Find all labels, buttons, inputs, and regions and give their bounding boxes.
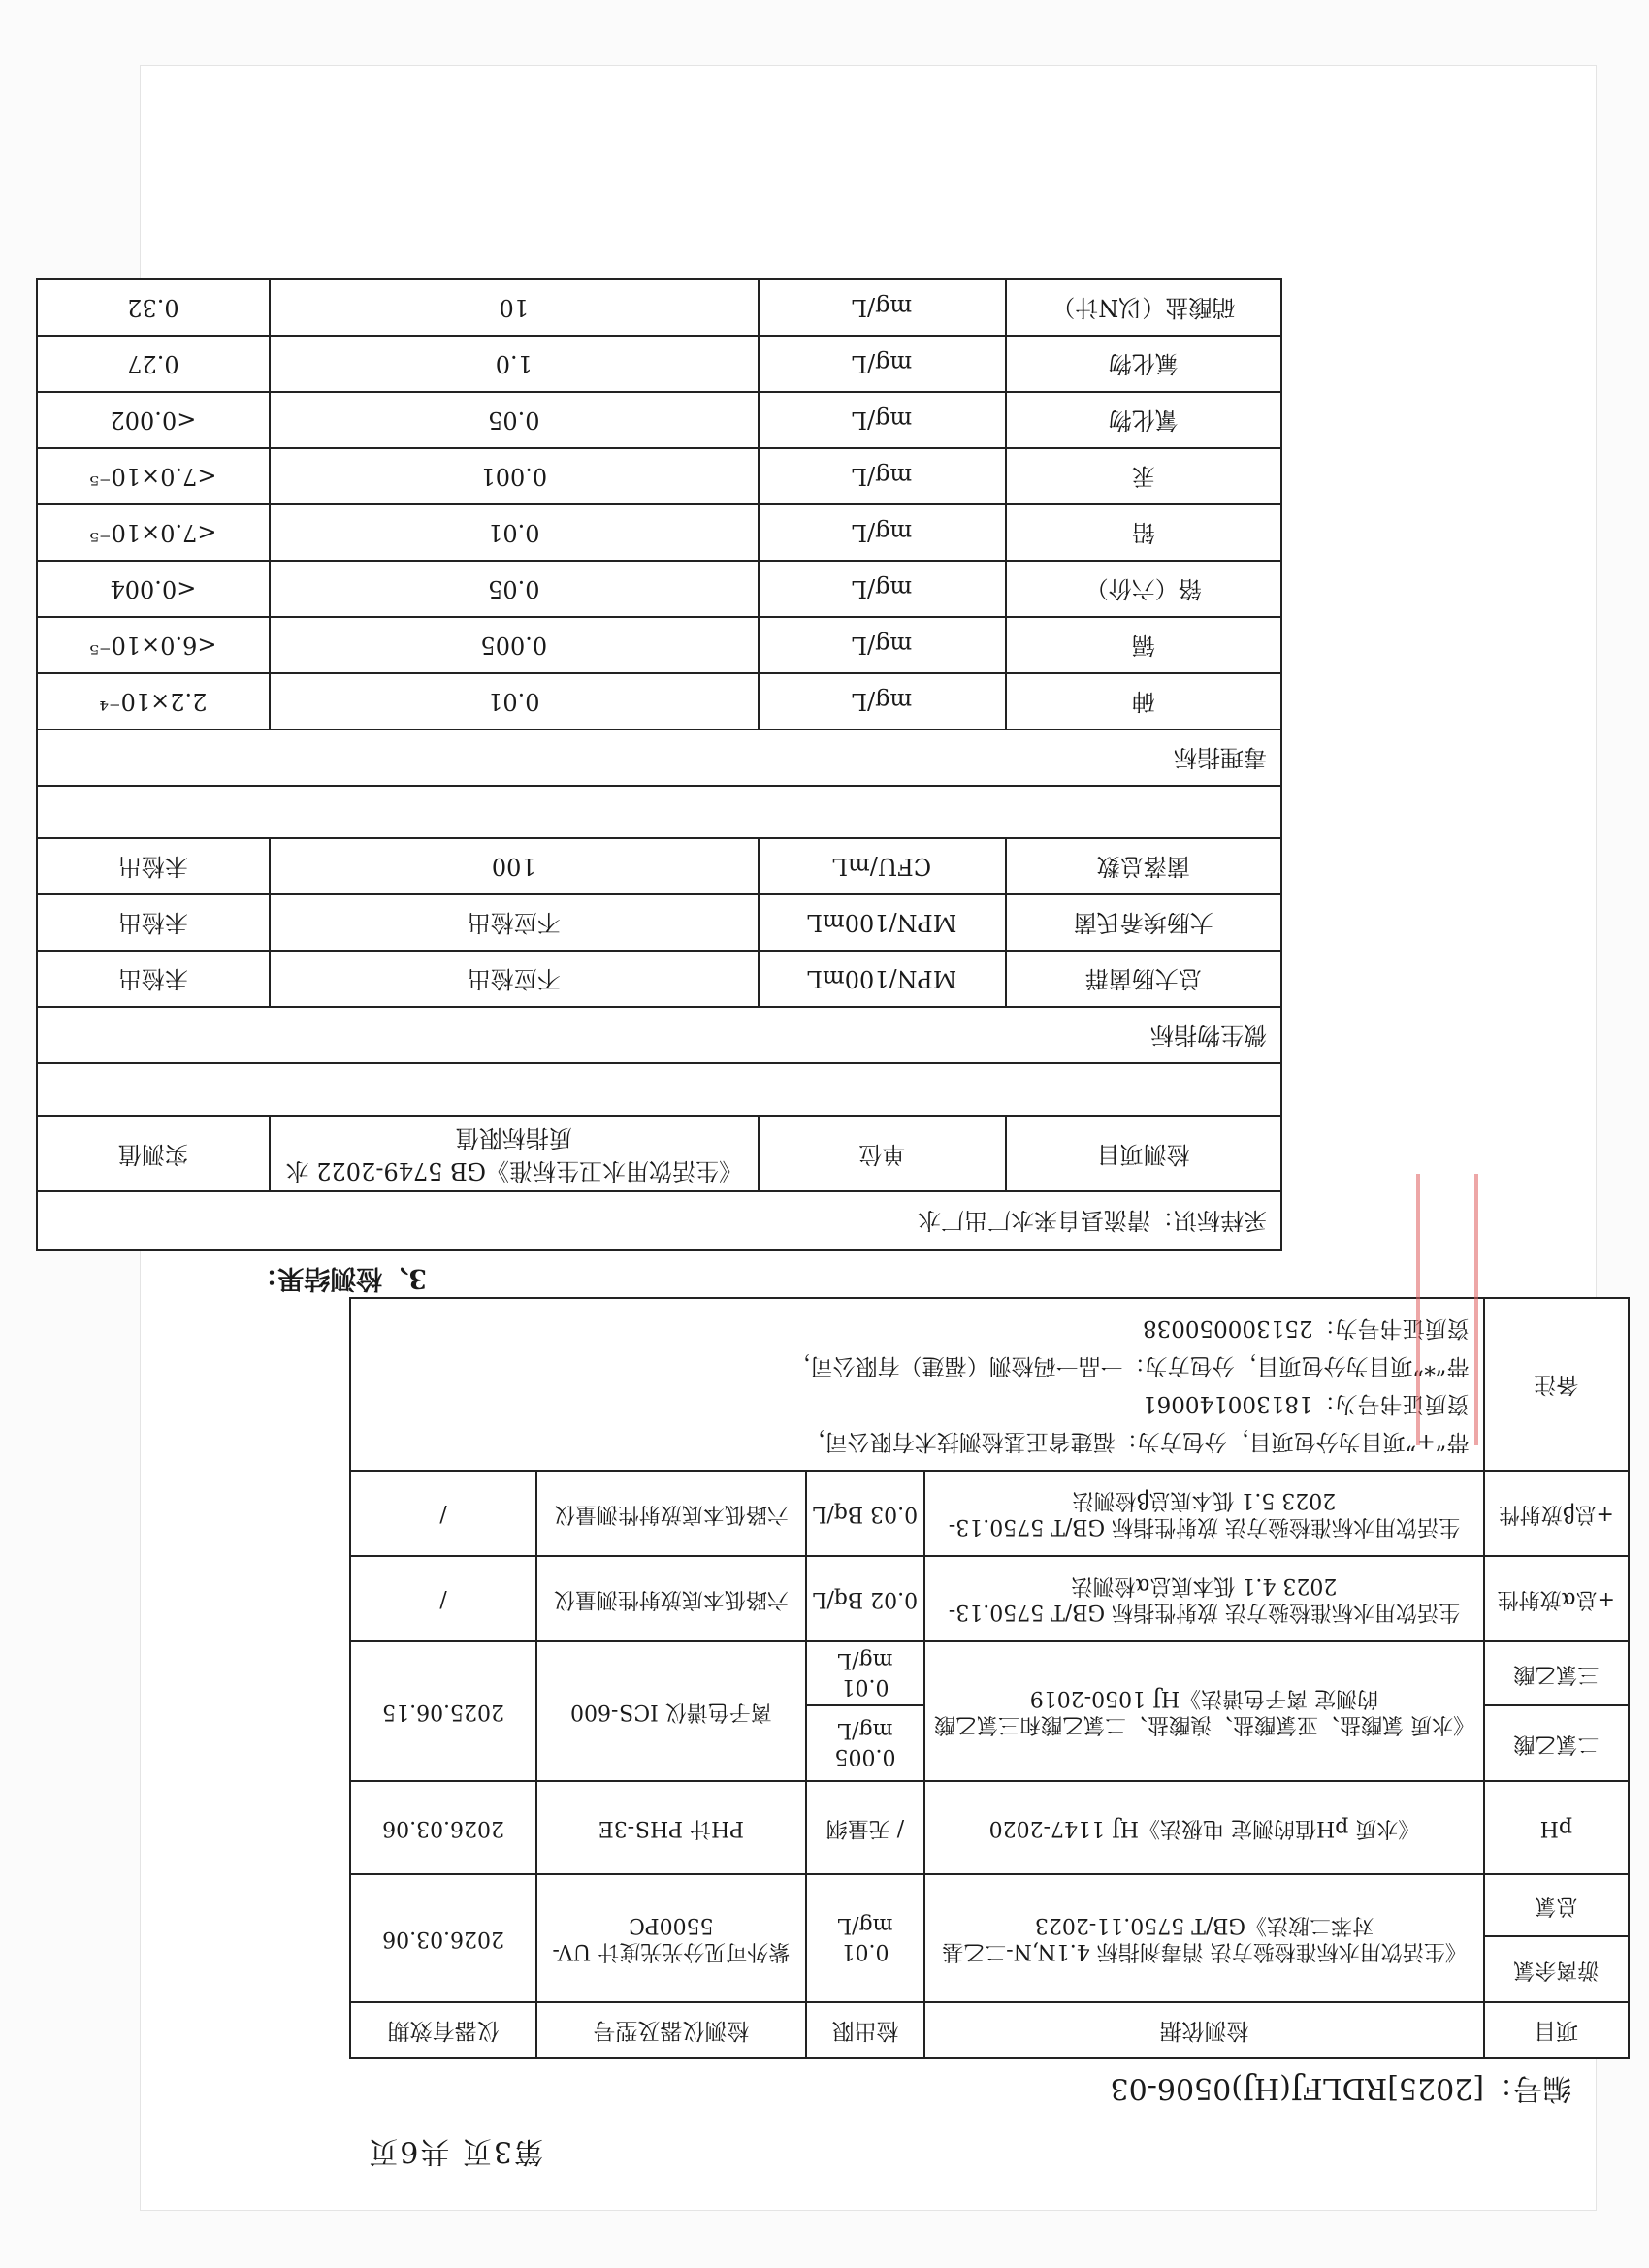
spacer-row [37, 1063, 1281, 1116]
table-row [37, 673, 1281, 729]
section-title: 3、检测结果： [251, 1263, 427, 1293]
category-label: 毒理指标 [37, 729, 1281, 786]
cell-valid: 2025.06.15 [350, 1641, 536, 1781]
table-row [350, 1781, 1629, 1874]
cell-limit: 不应检出 [270, 894, 759, 951]
remark-line: 带“+”项目为分包项目，分包方为：福建省正基检测技术有限公司， [802, 1429, 1470, 1454]
sample-location: 采样标识：清流县自来水厂出厂水 [37, 1191, 1281, 1250]
page-number: 第3页 共6页 [367, 2134, 543, 2168]
cell-basis: 《生活饮用水标准检验方法 消毒剂指标 4.1N,N-二乙基对苯二胺法》GB/T 5750.11-2023 [924, 1874, 1483, 2002]
cell-unit: mg/L [759, 504, 1006, 561]
cell-item: 铅 [1006, 504, 1281, 561]
cell-unit: mg/L [759, 279, 1006, 336]
cell-result: <6.0×10⁻⁵ [37, 617, 270, 673]
cell-valid: 2026.03.06 [350, 1781, 536, 1874]
cell-limit: 0.01 [270, 504, 759, 561]
cell-instrument: 紫外可见分光光度计 UV-5500PC [536, 1874, 805, 2002]
cell-item: 大肠埃希氏菌 [1006, 894, 1281, 951]
cell-result: <7.0×10⁻⁵ [37, 448, 270, 504]
remark-line: 资质证书号为：251300050038 [1142, 1314, 1470, 1341]
table-row [37, 617, 1281, 673]
cell-unit: mg/L [759, 617, 1006, 673]
cell-item: 硝酸盐（以N计） [1006, 279, 1281, 336]
header-unit: 单位 [759, 1116, 1006, 1191]
cell-valid: 2026.03.06 [350, 1874, 536, 2002]
cell-item: 砷 [1006, 673, 1281, 729]
header-limit: 检出限 [806, 2002, 925, 2058]
cell-limit: 0.02 Bq/L [806, 1556, 925, 1641]
category-label: 微生物指标 [37, 1007, 1281, 1063]
cell-basis: 生活饮用水标准检验方法 放射性指标 GB/T 5750.13-2023 5.1 低本底总β检测法 [924, 1471, 1483, 1556]
cell-limit: 不应检出 [270, 951, 759, 1007]
cell-limit: 0.01 [270, 673, 759, 729]
cell-item: 氟化物 [1006, 336, 1281, 392]
cell-limit: 0.01 mg/L [806, 1641, 925, 1705]
cell-limit: 0.05 [270, 392, 759, 448]
cell-item: pH [1484, 1781, 1629, 1874]
cell-result: <7.0×10⁻⁵ [37, 504, 270, 561]
cell-result: 未检出 [37, 894, 270, 951]
cell-limit: 0.01 mg/L [806, 1874, 925, 2002]
table-row [350, 1556, 1629, 1641]
cell-limit: 0.05 [270, 561, 759, 617]
table-row [37, 336, 1281, 392]
cell-unit: MPN/100mL [759, 951, 1006, 1007]
cell-item: 铬（六价） [1006, 561, 1281, 617]
table-row [37, 951, 1281, 1007]
results-table [36, 278, 1282, 1251]
cell-item: 氰化物 [1006, 392, 1281, 448]
cell-limit: 10 [270, 279, 759, 336]
cell-unit: mg/L [759, 392, 1006, 448]
header-limit: 《生活饮用水卫生标准》GB 5749-2022 水质指标限值 [270, 1116, 759, 1191]
cell-item: 游离余氯 [1484, 1936, 1629, 2002]
cell-item: 镉 [1006, 617, 1281, 673]
spacer-cell [37, 1063, 1281, 1116]
table-row [350, 1471, 1629, 1556]
red-stamp-mark [1416, 1174, 1478, 1445]
header-result: 实测值 [37, 1116, 270, 1191]
remark-content [350, 1298, 1484, 1471]
report-number: 编号：[2025]RDLFJ(HJ)0506-03 [1110, 2071, 1571, 2105]
cell-limit: / 无量纲 [806, 1781, 925, 1874]
spacer-row [37, 786, 1281, 838]
cell-limit: 100 [270, 838, 759, 894]
cell-item: 二氯乙酸 [1484, 1705, 1629, 1781]
cell-instrument: 六路低本底放射性测量仪 [536, 1556, 805, 1641]
sample-location-row [37, 1191, 1281, 1250]
category-row [37, 1007, 1281, 1063]
cell-limit: 0.005 [270, 617, 759, 673]
cell-unit: mg/L [759, 561, 1006, 617]
table-row [37, 448, 1281, 504]
remark-line: 带“*”项目为分包项目，分包方为：一品一码检测（福建）有限公司， [788, 1352, 1470, 1378]
method-table-header [350, 2002, 1629, 2058]
cell-limit: 0.001 [270, 448, 759, 504]
cell-basis: 生活饮用水标准检验方法 放射性指标 GB/T 5750.13-2023 4.1 低本底总α检测法 [924, 1556, 1483, 1641]
category-row [37, 729, 1281, 786]
cell-result: 未检出 [37, 838, 270, 894]
cell-limit: 1.0 [270, 336, 759, 392]
results-header [37, 1116, 1281, 1191]
cell-basis: 《水质 pH值的测定 电极法》HJ 1147-2020 [924, 1781, 1483, 1874]
cell-valid: / [350, 1556, 536, 1641]
cell-unit: CFU/mL [759, 838, 1006, 894]
remark-line: 资质证书号为：181300140061 [1142, 1390, 1470, 1416]
table-row [37, 392, 1281, 448]
table-row [37, 561, 1281, 617]
header-item: 检测项目 [1006, 1116, 1281, 1191]
spacer-cell [37, 786, 1281, 838]
cell-instrument: 离子色谱仪 ICS-600 [536, 1641, 805, 1781]
header-basis: 检测依据 [924, 2002, 1483, 2058]
cell-item: 总大肠菌群 [1006, 951, 1281, 1007]
cell-item: 三氯乙酸 [1484, 1641, 1629, 1705]
table-row [37, 504, 1281, 561]
header-instrument: 检测仪器及型号 [536, 2002, 805, 2058]
cell-unit: mg/L [759, 448, 1006, 504]
cell-item: +总β放射性 [1484, 1471, 1629, 1556]
header-item: 项目 [1484, 2002, 1629, 2058]
cell-result: 0.32 [37, 279, 270, 336]
cell-basis: 《水质 氯酸盐、亚氯酸盐、溴酸盐、二氯乙酸和三氯乙酸的测定 离子色谱法》HJ 1050-2019 [924, 1641, 1483, 1781]
cell-item: +总α放射性 [1484, 1556, 1629, 1641]
cell-result: 未检出 [37, 951, 270, 1007]
cell-instrument: 六路低本底放射性测量仪 [536, 1471, 805, 1556]
cell-result: <0.002 [37, 392, 270, 448]
cell-instrument: PH计 PHS-3E [536, 1781, 805, 1874]
cell-result: 0.27 [37, 336, 270, 392]
cell-result: 2.2×10⁻⁴ [37, 673, 270, 729]
table-row [350, 1936, 1629, 2002]
remark-label: 备注 [1484, 1298, 1629, 1471]
cell-limit: 0.03 Bq/L [806, 1471, 925, 1556]
header-valid: 仪器有效期 [350, 2002, 536, 2058]
cell-unit: mg/L [759, 673, 1006, 729]
table-row [37, 894, 1281, 951]
table-row [37, 838, 1281, 894]
cell-unit: MPN/100mL [759, 894, 1006, 951]
cell-item: 汞 [1006, 448, 1281, 504]
cell-valid: / [350, 1471, 536, 1556]
table-row [350, 1705, 1629, 1781]
cell-item: 菌落总数 [1006, 838, 1281, 894]
cell-item: 总氯 [1484, 1874, 1629, 1936]
table-row [37, 279, 1281, 336]
cell-result: <0.004 [37, 561, 270, 617]
cell-unit: mg/L [759, 336, 1006, 392]
cell-limit: 0.005 mg/L [806, 1705, 925, 1781]
